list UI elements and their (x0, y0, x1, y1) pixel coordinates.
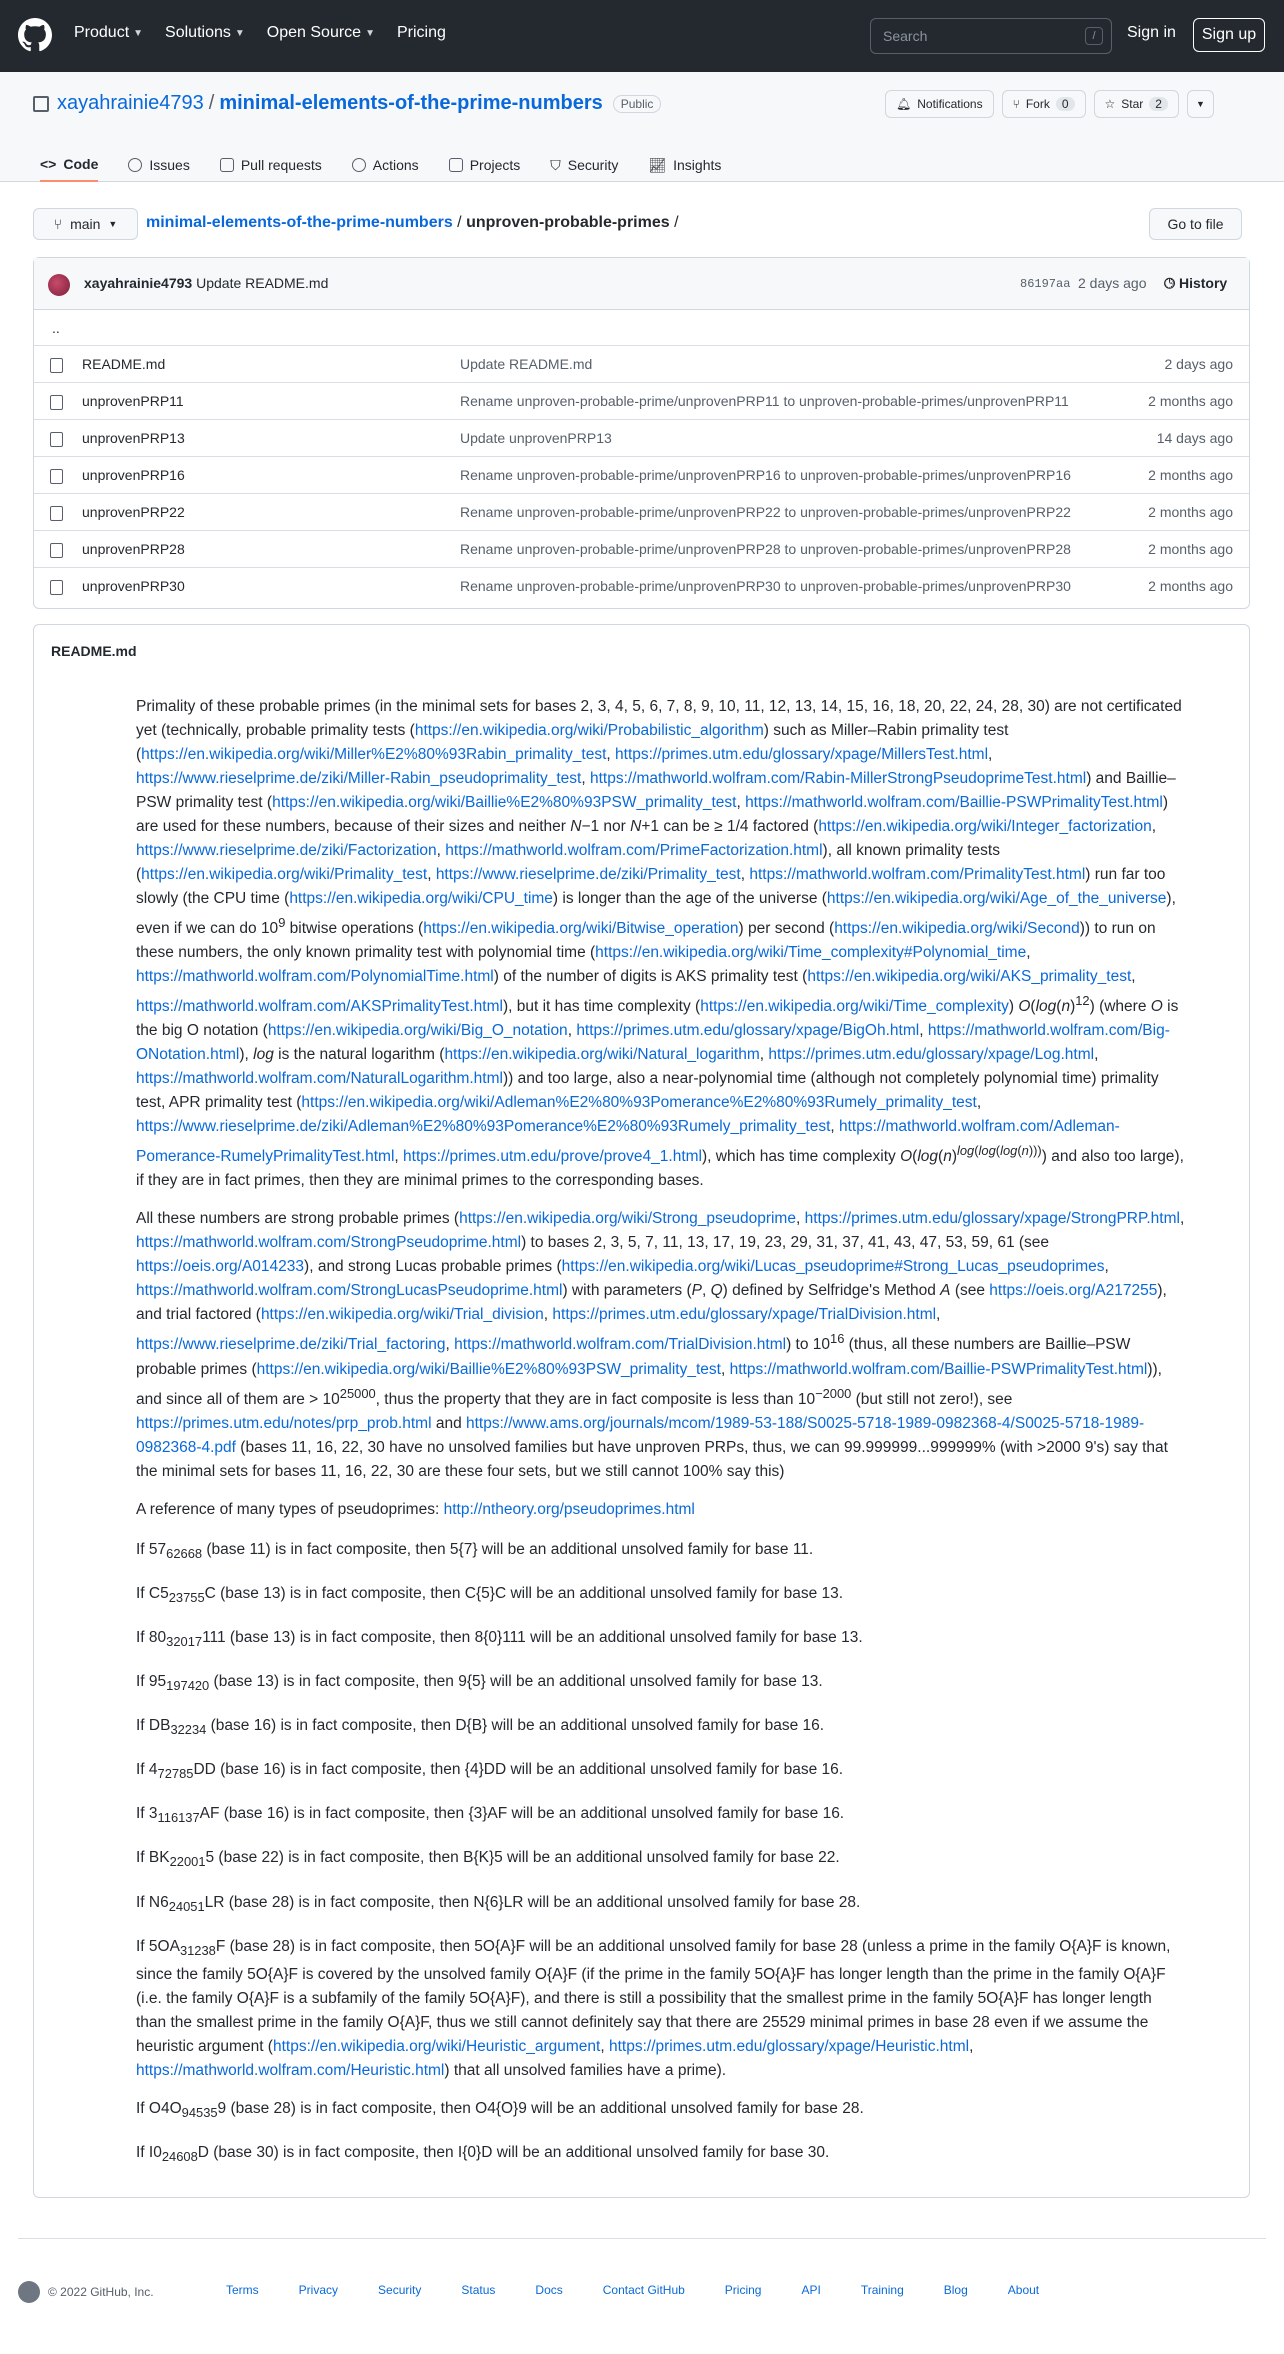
readme-link[interactable]: https://en.wikipedia.org/wiki/Second (834, 920, 1080, 938)
tab-label: Insights (673, 157, 722, 173)
family-prefix: If N6 (136, 1893, 169, 1911)
star-button[interactable] (1094, 90, 1179, 118)
file-icon (50, 469, 63, 484)
family-subscript: 22001 (169, 1854, 206, 1870)
pull-request-icon (220, 158, 234, 172)
family-prefix: If 3 (136, 1805, 158, 1823)
latest-commit-bar (34, 258, 1249, 310)
chevron-down-icon: ▼ (108, 219, 118, 229)
file-row[interactable] (34, 531, 1249, 568)
readme-paragraph: All these numbers are strong probable primes (https://en.wikipedia.org/wiki/Strong_pseudoprime, https://primes.utm.edu/glossary/xpage/StrongPRP.html, https://mathworld.wolfram.com/StrongPseudoprime.html) to bases 2, 3, 5, 7, 11, 13, 17, 19, 23, 29, 31, 37, 41, 43, 47, 53, 59, 61 (see https://oeis.org/A014233), and strong Lucas probable primes (https://en.wikipedia.org/wiki/Lucas_pseudoprime#Strong_Lucas_pseudoprimes, https://mathworld.wolfram.com/StrongLucasPseudoprime.html) with parameters (P, Q) defined by Selfridge's Method A (see https://oeis.org/A217255), and trial factored (https://en.wikipedia.org/wiki/Trial_division, https://primes.utm.edu/glossary/xpage/TrialDivision.html, https://www.rieselprime.de/ziki/Trial_factoring, https://mathworld.wolfram.com/TrialDivision.html) to $10^{16}$ (thus, all these numbers are Baillie–PSW probable primes (https://en.wikipedia.org/wiki/Baillie%E2%80%93PSW_primality_test, https://mathworld.wolfram.com/Baillie-PSWPrimalityTest.html)), and since all of them are > $10^{25000}$, thus the property that they are in fact composite is less than $10^{-2000}$ (but still not zero!), see https://primes.utm.edu/notes/prp_prob.html and https://www.ams.org/journals/mcom/1989-53-188/S0025-5718-1989-0982368-4/S0025-5718-1989-0982368-4.pdf (bases 11, 16, 22, 30 have no unsolved families but have unproven PRPs, thus, we can 99.999999...999999% (with >2000 9's) say that the minimal sets for bases 11, 16, 22, 30 are these four sets, but we still cannot 100% say this) (136, 1210, 1185, 1480)
nav-product[interactable] (74, 24, 143, 42)
file-icon (50, 395, 63, 410)
readme-body (136, 695, 1186, 2185)
github-mark-icon[interactable] (18, 2281, 40, 2303)
family-subscript: 24051 (168, 1898, 205, 1914)
readme-link[interactable]: https://primes.utm.edu/glossary/xpage/StrongPRP.html (804, 1210, 1180, 1228)
readme-link[interactable]: https://www.rieselprime.de/ziki/Miller-Rabin_pseudoprimality_test (136, 770, 582, 787)
readme-link[interactable]: https://en.wikipedia.org/wiki/Trial_division (260, 1306, 544, 1324)
readme-paragraph: If $5OA_{31238}F$ (base 28) is in fact composite, then 5O{A}F will be an additional unsolved family for base 28 (unless a prime in the family O{A}F is known, since the family 5O{A}F is covered by the unsolved family O{A}F (if the prime in the family 5O{A}F has longer length than the prime in the family O{A}F (i.e. the family O{A}F is a subfamily of the family 5O{A}F), and there is still a possibility that the smallest prime in the family 5O{A}F has longer length than the smallest prime in the family O{A}F, thus we still cannot definitely say that there are 25529 minimal primes in base 28 even if we assume the heuristic argument (https://en.wikipedia.org/wiki/Heuristic_argument, https://primes.utm.edu/glossary/xpage/Heuristic.html, https://mathworld.wolfram.com/Heuristic.html) that all unsolved families have a prime). (136, 1937, 1171, 2079)
family-text: (base 13) is in fact composite, then 9{5} will be an additional unsolved family for base 13. (209, 1673, 823, 1691)
tab-insights[interactable] (648, 148, 721, 182)
graph-icon: 📈︎ (648, 156, 667, 173)
breadcrumb-repo-link[interactable]: minimal-elements-of-the-prime-numbers (146, 214, 453, 231)
family-paragraph (136, 2097, 1186, 2125)
repo-title (33, 92, 661, 115)
family-paragraph (136, 1891, 1186, 1919)
file-name-link[interactable]: unprovenPRP28 (82, 541, 185, 557)
readme-link[interactable]: https://en.wikipedia.org/wiki/Strong_pseudoprime (459, 1210, 796, 1228)
file-icon (50, 543, 63, 558)
file-list (34, 346, 1249, 605)
footer-link[interactable]: Contact GitHub (602, 2283, 685, 2297)
readme-link[interactable]: https://primes.utm.edu/glossary/xpage/MillersTest.html (615, 746, 989, 763)
family-paragraph (136, 1846, 1186, 1874)
copyright: © 2022 GitHub, Inc. (48, 2285, 154, 2299)
fork-button[interactable] (1002, 90, 1086, 118)
readme-panel (33, 624, 1250, 2198)
file-name-link[interactable]: unprovenPRP16 (82, 467, 185, 483)
readme-link[interactable]: https://en.wikipedia.org/wiki/Big_O_notation (267, 1022, 568, 1040)
visibility-badge: Public (613, 95, 662, 113)
readme-link[interactable]: https://mathworld.wolfram.com/TrialDivision.html (454, 1336, 787, 1354)
go-to-file-button[interactable]: Go to file (1149, 208, 1242, 240)
family-subscript: 32234 (170, 1722, 207, 1738)
readme-link[interactable]: https://primes.utm.edu/prove/prove4_1.html (403, 1148, 702, 1166)
family-prefix: If DB (136, 1717, 171, 1735)
fork-icon: ⑂ (1012, 97, 1020, 111)
file-browser (33, 257, 1250, 609)
history-link[interactable] (1164, 275, 1227, 292)
repo-icon (33, 96, 49, 112)
readme-link[interactable]: https://en.wikipedia.org/wiki/Integer_factorization (818, 818, 1152, 835)
file-commit-message[interactable]: Rename unproven-probable-prime/unprovenPRP11 to unproven-probable-primes/unprovenPRP11 (460, 393, 1069, 409)
family-paragraph (136, 1758, 1186, 1786)
family-text: (base 16) is in fact composite, then D{B} will be an additional unsolved family for base 16. (206, 1717, 825, 1735)
family-list (136, 1538, 1186, 1919)
file-name-link[interactable]: README.md (82, 356, 166, 372)
readme-link[interactable]: https://www.rieselprime.de/ziki/Adleman%E2%80%93Pomerance%E2%80%93Rumely_primality_test (136, 1118, 831, 1136)
file-row[interactable] (34, 494, 1249, 531)
family-text: (base 11) is in fact composite, then 5{7} will be an additional unsolved family for base 11. (202, 1540, 814, 1558)
readme-link[interactable]: http://ntheory.org/pseudoprimes.html (443, 1500, 695, 1518)
family-subscript: 197420 (166, 1678, 210, 1694)
file-commit-message[interactable]: Update unprovenPRP13 (460, 430, 612, 446)
family-subscript: 24608 (161, 2148, 198, 2164)
bell-icon: 🔔︎ (896, 97, 912, 111)
commit-author[interactable]: xayahrainie4793 (84, 275, 193, 291)
nav-label: Open Source (266, 24, 362, 41)
tab-actions[interactable] (352, 148, 419, 182)
readme-link[interactable]: https://mathworld.wolfram.com/NaturalLogarithm.html (136, 1070, 503, 1088)
tab-projects[interactable] (449, 148, 521, 182)
file-commit-age: 14 days ago (1156, 430, 1233, 446)
family-text: C (base 13) is in fact composite, then C{5}C will be an additional unsolved family for base 13. (204, 1584, 844, 1602)
readme-link[interactable]: https://mathworld.wolfram.com/AKSPrimalityTest.html (136, 998, 503, 1016)
family-subscript: 94535 (181, 2104, 218, 2120)
family-prefix: If 80 (136, 1628, 167, 1646)
family-paragraph (136, 1626, 1186, 1654)
family-prefix: If 95 (136, 1673, 167, 1691)
readme-link[interactable]: https://en.wikipedia.org/wiki/Miller%E2%80%93Rabin_primality_test (141, 746, 607, 763)
readme-link[interactable]: https://mathworld.wolfram.com/PrimalityTest.html (749, 866, 1086, 883)
search-input[interactable] (870, 18, 1112, 54)
readme-paragraph: Primality of these probable primes (in the minimal sets for bases 2, 3, 4, 5, 6, 7, 8, 9, 10, 11, 12, 13, 14, 15, 16, 18, 20, 22, 24, 28, 30) are not certificated yet (technically, probable primality tests (https://en.wikipedia.org/wiki/Probabilistic_algorithm) such as Miller–Rabin primality test (https://en.wikipedia.org/wiki/Miller%E2%80%93Rabin_primality_test, https://primes.utm.edu/glossary/xpage/MillersTest.html, https://www.rieselprime.de/ziki/Miller-Rabin_pseudoprimality_test, https://mathworld.wolfram.com/Rabin-MillerStrongPseudoprimeTest.html) and Baillie–PSW primality test (https://en.wikipedia.org/wiki/Baillie%E2%80%93PSW_primality_test, https://mathworld.wolfram.com/Baillie-PSWPrimalityTest.html) are used for these numbers, because of their sizes and neither N−1 nor N+1 can be ≥ 1/4 factored (https://en.wikipedia.org/wiki/Integer_factorization, https://www.rieselprime.de/ziki/Factorization, https://mathworld.wolfram.com/PrimeFactorization.html), all known primality tests (https://en.wikipedia.org/wiki/Primality_test, https://www.rieselprime.de/ziki/Primality_test, https://mathworld.wolfram.com/PrimalityTest.html) run far too slowly (the CPU time (https://en.wikipedia.org/wiki/CPU_time) is longer than the age of the universe (https://en.wikipedia.org/wiki/Age_of_the_universe), even if we can do $10^9$ bitwise operations (https://en.wikipedia.org/wiki/Bitwise_operation) per second (https://en.wikipedia.org/wiki/Second)) to run on these numbers, the only known primality test with polynomial time (https://en.wikipedia.org/wiki/Time_complexity#Polynomial_time, https://mathworld.wolfram.com/PolynomialTime.html) of the number of digits is AKS primality test (https://en.wikipedia.org/wiki/AKS_primality_test, https://mathworld.wolfram.com/AKSPrimalityTest.html), but it has time complexity (https://en.wikipedia.org/wiki/Time_complexity) $O(\log(n)^{12})$ (where O is the big O notation (https://en.wikipedia.org/wiki/Big_O_notation, https://primes.utm.edu/glossary/xpage/BigOh.html, https://mathworld.wolfram.com/Big-ONotation.html), log is the natural logarithm (https://en.wikipedia.org/wiki/Natural_logarithm, https://primes.utm.edu/glossary/xpage/Log.html, https://mathworld.wolfram.com/NaturalLogarithm.html)) and too large, also a near-polynomial time (although not completely polynomial time) primality test, APR primality test (https://en.wikipedia.org/wiki/Adleman%E2%80%93Pomerance%E2%80%93Rumely_primality_test, https://www.rieselprime.de/ziki/Adleman%E2%80%93Pomerance%E2%80%93Rumely_primality_test, https://mathworld.wolfram.com/Adleman-Pomerance-RumelyPrimalityTest.html, https://primes.utm.edu/prove/prove4_1.html), which has time complexity $O(\log(n)^{log(log(log(n)))})$ and also too large), if they are in fact primes, then they are minimal primes to the corresponding bases. (136, 698, 1184, 1190)
family-prefix: If BK (136, 1849, 170, 1867)
file-name-link[interactable]: unprovenPRP11 (82, 393, 184, 409)
family-paragraph (136, 1802, 1186, 1830)
file-commit-age: 2 days ago (1164, 356, 1233, 372)
readme-link[interactable]: https://mathworld.wolfram.com/PrimeFactorization.html (445, 842, 823, 859)
footer-link[interactable]: API (801, 2283, 821, 2297)
chevron-down-icon: ▼ (365, 27, 375, 39)
readme-link[interactable]: https://www.rieselprime.de/ziki/Trial_factoring (136, 1336, 446, 1354)
nav-open-source[interactable] (267, 24, 375, 42)
file-row[interactable] (34, 420, 1249, 457)
fork-label: Fork (1025, 97, 1050, 111)
family-text: 9 (base 28) is in fact composite, then O4{O}9 will be an additional unsolved family for base 28. (217, 2099, 864, 2117)
repo-owner-link[interactable]: xayahrainie4793 (57, 92, 204, 114)
footer (18, 2238, 1266, 2299)
code-icon: <> (40, 156, 57, 172)
issue-icon (128, 158, 142, 172)
sign-in-link[interactable]: Sign in (1127, 24, 1176, 41)
table-icon (449, 158, 463, 172)
clock-icon: 🕒︎ (1164, 275, 1176, 291)
tab-label: Actions (372, 157, 419, 173)
footer-link[interactable]: Docs (535, 2283, 563, 2297)
file-commit-age: 2 months ago (1148, 578, 1233, 594)
family-subscript: 32017 (166, 1634, 203, 1650)
file-icon (50, 432, 63, 447)
readme-link[interactable]: https://mathworld.wolfram.com/Heuristic.html (136, 2061, 445, 2079)
commit-sha[interactable]: 86197aa (1020, 277, 1071, 291)
readme-link[interactable]: https://mathworld.wolfram.com/Rabin-MillerStrongPseudoprimeTest.html (590, 770, 1087, 787)
file-commit-message[interactable]: Update README.md (460, 356, 593, 372)
breadcrumb: minimal-elements-of-the-prime-numbers / unproven-probable-primes / (146, 214, 679, 231)
readme-link[interactable]: https://en.wikipedia.org/wiki/Baillie%E2%80%93PSW_primality_test (272, 794, 737, 811)
file-commit-message[interactable]: Rename unproven-probable-prime/unprovenPRP30 to unproven-probable-primes/unprovenPRP30 (460, 578, 1071, 594)
footer-link[interactable]: Training (860, 2283, 904, 2297)
file-icon (50, 358, 63, 373)
readme-link[interactable]: https://en.wikipedia.org/wiki/Time_complexity (700, 998, 1009, 1016)
nav-pricing[interactable]: Pricing (396, 24, 446, 41)
readme-link[interactable]: https://mathworld.wolfram.com/PolynomialTime.html (136, 968, 494, 986)
readme-link[interactable]: https://en.wikipedia.org/wiki/Natural_logarithm (444, 1046, 760, 1064)
readme-link[interactable]: https://mathworld.wolfram.com/StrongLucasPseudoprime.html (136, 1282, 563, 1300)
separator: / (208, 92, 215, 114)
family-text: 5 (base 22) is in fact composite, then B{K}5 will be an additional unsolved family for base 22. (205, 1849, 840, 1867)
family-subscript: 72785 (157, 1766, 194, 1782)
notifications-button[interactable] (885, 90, 994, 118)
file-commit-age: 2 months ago (1148, 504, 1233, 520)
family-list (136, 2097, 1186, 2169)
family-text: LR (base 28) is in fact composite, then N{6}LR will be an additional unsolved family for base 28. (204, 1893, 861, 1911)
family-paragraph (136, 2141, 1186, 2169)
readme-link[interactable]: https://oeis.org/A217255 (989, 1282, 1158, 1300)
branch-selector[interactable] (33, 208, 138, 240)
readme-link[interactable]: https://en.wikipedia.org/wiki/Bitwise_operation (423, 920, 739, 938)
readme-link[interactable]: https://en.wikipedia.org/wiki/Primality_test (141, 866, 428, 883)
repo-name-link[interactable]: minimal-elements-of-the-prime-numbers (219, 92, 603, 114)
sign-up-button[interactable]: Sign up (1193, 18, 1265, 52)
readme-link[interactable]: https://mathworld.wolfram.com/StrongPseudoprime.html (136, 1234, 522, 1252)
file-row[interactable] (34, 568, 1249, 605)
family-paragraph (136, 1714, 1186, 1742)
file-commit-message[interactable]: Rename unproven-probable-prime/unprovenPRP16 to unproven-probable-primes/unprovenPRP16 (460, 467, 1071, 483)
top-header (0, 0, 1284, 72)
commit-message[interactable]: Update README.md (196, 275, 329, 291)
file-row[interactable] (34, 457, 1249, 494)
tab-label: Issues (149, 157, 190, 173)
family-text: 111 (base 13) is in fact composite, then 8{0}111 will be an additional unsolved family for base 13. (202, 1628, 863, 1646)
nav-solutions[interactable] (165, 24, 245, 42)
readme-link[interactable]: https://primes.utm.edu/notes/prp_prob.html (136, 1414, 432, 1432)
star-count: 2 (1149, 97, 1168, 111)
readme-link[interactable]: https://en.wikipedia.org/wiki/AKS_primality_test (807, 968, 1132, 986)
parent-dir-link[interactable]: .. (52, 320, 60, 336)
readme-paragraph (136, 1498, 1186, 1522)
family-text: AF (base 16) is in fact composite, then {3}AF will be an additional unsolved family for base 16. (199, 1805, 845, 1823)
github-logo-icon[interactable] (18, 18, 52, 52)
family-prefix: If C5 (136, 1584, 169, 1602)
footer-link[interactable]: Terms (226, 2283, 259, 2297)
family-prefix: If I0 (136, 2143, 162, 2161)
readme-link[interactable]: https://oeis.org/A014233 (136, 1258, 305, 1276)
tab-label: Code (63, 156, 99, 172)
shield-icon: ⛉ (550, 156, 561, 173)
tab-label: Security (567, 157, 619, 173)
readme-link[interactable]: https://www.rieselprime.de/ziki/Factorization (136, 842, 437, 859)
readme-link[interactable]: https://primes.utm.edu/glossary/xpage/BigOh.html (576, 1022, 920, 1040)
slash-key-hint: / (1085, 27, 1103, 45)
commit-time: 2 days ago (1078, 275, 1147, 291)
family-prefix: If 4 (136, 1761, 158, 1779)
readme-link[interactable]: https://primes.utm.edu/glossary/xpage/TrialDivision.html (552, 1306, 937, 1324)
notifications-label: Notifications (917, 97, 983, 111)
family-paragraph (136, 1670, 1186, 1698)
family-prefix: If O4O (136, 2099, 182, 2117)
play-icon (352, 158, 366, 172)
repo-actions (885, 90, 1214, 118)
readme-link[interactable]: https://en.wikipedia.org/wiki/CPU_time (289, 890, 553, 907)
file-name-link[interactable]: unprovenPRP13 (82, 430, 185, 446)
chevron-down-icon: ▼ (133, 27, 144, 39)
footer-link[interactable]: Privacy (298, 2283, 339, 2297)
repo-tabs (40, 148, 721, 182)
readme-link[interactable]: https://en.wikipedia.org/wiki/Age_of_the_universe (826, 890, 1167, 907)
family-text: D (base 30) is in fact composite, then I{0}D will be an additional unsolved family for base 30. (197, 2143, 830, 2161)
star-dropdown-button[interactable] (1187, 90, 1214, 118)
family-subscript: 31238 (179, 1942, 216, 1958)
readme-link[interactable]: https://mathworld.wolfram.com/Big-ONotation.html (136, 1022, 1170, 1064)
footer-brand (18, 2281, 154, 2303)
nav-label: Solutions (165, 24, 231, 41)
footer-link[interactable]: Pricing (724, 2283, 762, 2297)
file-icon (50, 506, 63, 521)
file-row[interactable] (34, 383, 1249, 420)
repo-header (0, 72, 1284, 182)
family-subscript: 116137 (157, 1810, 200, 1826)
file-commit-message[interactable]: Rename unproven-probable-prime/unprovenPRP28 to unproven-probable-primes/unprovenPRP28 (460, 541, 1071, 557)
tab-issues[interactable] (128, 148, 189, 182)
branch-name: main (70, 216, 101, 232)
tab-code[interactable] (40, 148, 98, 182)
readme-title: README.md (51, 643, 137, 659)
search-placeholder: Search (883, 28, 928, 44)
file-commit-message[interactable]: Rename unproven-probable-prime/unprovenPRP22 to unproven-probable-primes/unprovenPRP22 (460, 504, 1071, 520)
readme-link[interactable]: https://en.wikipedia.org/wiki/Baillie%E2%80%93PSW_primality_test (256, 1360, 721, 1378)
chevron-down-icon: ▼ (1195, 99, 1205, 109)
file-commit-age: 2 months ago (1148, 393, 1233, 409)
family-subscript: 62668 (166, 1545, 203, 1561)
readme-link[interactable]: https://primes.utm.edu/glossary/xpage/Log.html (768, 1046, 1095, 1064)
readme-link[interactable]: https://mathworld.wolfram.com/Baillie-PSWPrimalityTest.html (745, 794, 1163, 811)
file-row[interactable] (34, 346, 1249, 383)
family-paragraph (136, 1582, 1186, 1610)
readme-link[interactable]: https://mathworld.wolfram.com/Baillie-PSWPrimalityTest.html (729, 1360, 1148, 1378)
commit-summary (84, 275, 328, 291)
footer-links (226, 2283, 1039, 2297)
tab-label: Pull requests (240, 157, 322, 173)
nav-label: Product (74, 24, 130, 41)
chevron-down-icon: ▼ (234, 27, 245, 39)
footer-link[interactable]: Status (461, 2283, 496, 2297)
tab-security[interactable] (550, 148, 618, 182)
file-commit-age: 2 months ago (1148, 541, 1233, 557)
file-nav-bar (33, 208, 1249, 240)
tab-pull-requests[interactable] (220, 148, 322, 182)
star-label: Star (1121, 97, 1144, 111)
family-prefix: If 5OA (136, 1937, 180, 1955)
family-text: F (base 28) is in fact composite, then 5O{A}F will be an additional unsolved family for base 28 (unless a prime in the family O{A}F is known, since the family 5O{A}F is covered by the unsolved family O{A}F (if the prime in the family 5O{A}F has longer length than the prime in the family O{A}F (i.e. the family O{A}F is a subfamily of the family 5O{A}F), and there is still a possibility that the smallest prime in the family 5O{A}F has longer length than the smallest prime in the family O{A}F, thus we still cannot definitely say that there are 25529 minimal primes in base 28 even if we assume the heuristic argument ( (136, 1937, 1171, 2055)
reference-text: A reference of many types of pseudoprimes: (136, 1500, 440, 1518)
file-name-link[interactable]: unprovenPRP22 (82, 504, 185, 520)
branch-icon: ⑂ (53, 216, 63, 232)
readme-link[interactable]: https://www.ams.org/journals/mcom/1989-53-188/S0025-5718-1989-0982368-4/S0025-5718-1989-0982368-4.pdf (136, 1414, 1145, 1456)
file-icon (50, 580, 63, 595)
footer-link[interactable]: Blog (943, 2283, 968, 2297)
avatar[interactable] (48, 274, 70, 296)
readme-link[interactable]: https://mathworld.wolfram.com/Adleman-Pomerance-RumelyPrimalityTest.html (136, 1118, 1120, 1166)
file-name-link[interactable]: unprovenPRP30 (82, 578, 185, 594)
file-commit-age: 2 months ago (1148, 467, 1233, 483)
footer-link[interactable]: Security (378, 2283, 422, 2297)
tab-label: Projects (469, 157, 521, 173)
readme-link[interactable]: https://en.wikipedia.org/wiki/Time_complexity#Polynomial_time (595, 944, 1027, 962)
readme-link[interactable]: https://en.wikipedia.org/wiki/Heuristic_argument (272, 2037, 601, 2055)
family-paragraph (136, 1538, 1186, 1566)
breadcrumb-current-dir: unproven-probable-primes (466, 214, 670, 231)
readme-link[interactable]: https://en.wikipedia.org/wiki/Probabilistic_algorithm (414, 722, 764, 739)
star-icon: ☆ (1104, 97, 1116, 111)
family-text: DD (base 16) is in fact composite, then {4}DD will be an additional unsolved family for base 16. (193, 1761, 844, 1779)
history-label: History (1178, 275, 1228, 291)
fork-count: 0 (1056, 97, 1075, 111)
parent-dir-row[interactable] (34, 310, 1249, 346)
family-subscript: 23755 (168, 1589, 205, 1605)
footer-link[interactable]: About (1007, 2283, 1040, 2297)
readme-link[interactable]: https://primes.utm.edu/glossary/xpage/Heuristic.html (608, 2037, 970, 2055)
family-prefix: If 57 (136, 1540, 167, 1558)
readme-link[interactable]: https://www.rieselprime.de/ziki/Primality_test (435, 866, 741, 883)
readme-link[interactable]: https://en.wikipedia.org/wiki/Adleman%E2%80%93Pomerance%E2%80%93Rumely_primality_test (301, 1094, 977, 1112)
readme-link[interactable]: https://en.wikipedia.org/wiki/Lucas_pseudoprime#Strong_Lucas_pseudoprimes (561, 1258, 1105, 1276)
